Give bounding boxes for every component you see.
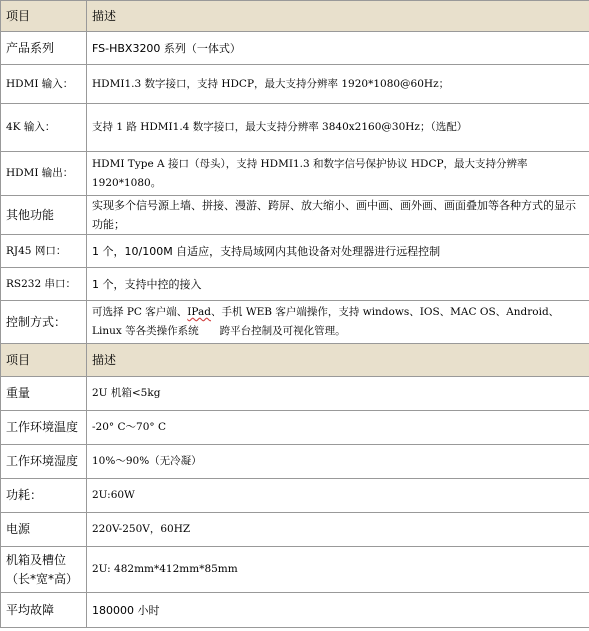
- header-item: 项目: [1, 344, 87, 377]
- table-row: [1, 65, 589, 104]
- row-label: 产品系列: [1, 32, 87, 65]
- row-label: 电源: [1, 513, 87, 547]
- header-description: 描述: [87, 1, 589, 32]
- row-label: 功耗：: [1, 479, 87, 513]
- row-value: 1 个，支持中控的接入: [87, 268, 589, 301]
- table-row: [1, 411, 589, 445]
- row-label: 工作环境湿度: [1, 445, 87, 479]
- table-row: [1, 235, 589, 268]
- table-row: [1, 268, 589, 301]
- table-row: [1, 547, 589, 593]
- row-label: 机箱及槽位（长*宽*高）: [1, 547, 87, 593]
- row-label: 其他功能: [1, 196, 87, 235]
- row-value: 2U: 482mm*412mm*85mm: [87, 547, 589, 593]
- table-row: [1, 445, 589, 479]
- row-label: HDMI 输出：: [1, 152, 87, 196]
- row-label: RS232 串口：: [1, 268, 87, 301]
- table-row: [1, 104, 589, 152]
- table-row: [1, 479, 589, 513]
- row-value: 10%～90%（无冷凝）: [87, 445, 589, 479]
- row-value-part: 、手机 WEB 客户端操作，支持 windows、IOS、MAC OS、Android、Linux 等各类操作系统 跨平台控制及可视化管理。: [92, 306, 560, 337]
- row-label: 4K 输入：: [1, 104, 87, 152]
- row-value: 220V-250V，60HZ: [87, 513, 589, 547]
- row-value: FS-HBX3200 系列（一体式）: [87, 32, 589, 65]
- row-label: 平均故障: [1, 593, 87, 628]
- row-label: 控制方式：: [1, 301, 87, 344]
- row-label: 重量: [1, 377, 87, 411]
- table-row: [1, 152, 589, 196]
- row-value: -20° C～70° C: [87, 411, 589, 445]
- table-row: [1, 196, 589, 235]
- row-value: 支持 1 路 HDMI1.4 数字接口，最大支持分辨率 3840x2160@30Hz；（选配）: [87, 104, 589, 152]
- row-value: 2U:60W: [87, 479, 589, 513]
- header-description: 描述: [87, 344, 589, 377]
- row-value: 180000 小时: [87, 593, 589, 628]
- row-value: HDMI Type A 接口（母头），支持 HDMI1.3 和数字信号保护协议 HDCP，最大支持分辨率 1920*1080。: [87, 152, 589, 196]
- table-row: [1, 301, 589, 344]
- header-item: 项目: [1, 1, 87, 32]
- table-row: [1, 513, 589, 547]
- table-header-row: [1, 1, 589, 32]
- table-row: [1, 593, 589, 628]
- table-row: [1, 32, 589, 65]
- table-row: [1, 377, 589, 411]
- spellcheck-underlined-text: IPad: [187, 306, 212, 318]
- row-label: HDMI 输入：: [1, 65, 87, 104]
- row-value: [87, 301, 589, 344]
- row-label: RJ45 网口：: [1, 235, 87, 268]
- row-label: 工作环境温度: [1, 411, 87, 445]
- row-value-part: 可选择 PC 客户端、: [92, 306, 188, 318]
- row-value: 实现多个信号源上墙、拼接、漫游、跨屏、放大缩小、画中画、画外画、画面叠加等各种方式的显示功能；: [87, 196, 589, 235]
- row-value: HDMI1.3 数字接口，支持 HDCP，最大支持分辨率 1920*1080@60Hz；: [87, 65, 589, 104]
- table-header-row: [1, 344, 589, 377]
- row-value: 2U 机箱<5kg: [87, 377, 589, 411]
- row-value: 1 个，10/100M 自适应，支持局域网内其他设备对处理器进行远程控制: [87, 235, 589, 268]
